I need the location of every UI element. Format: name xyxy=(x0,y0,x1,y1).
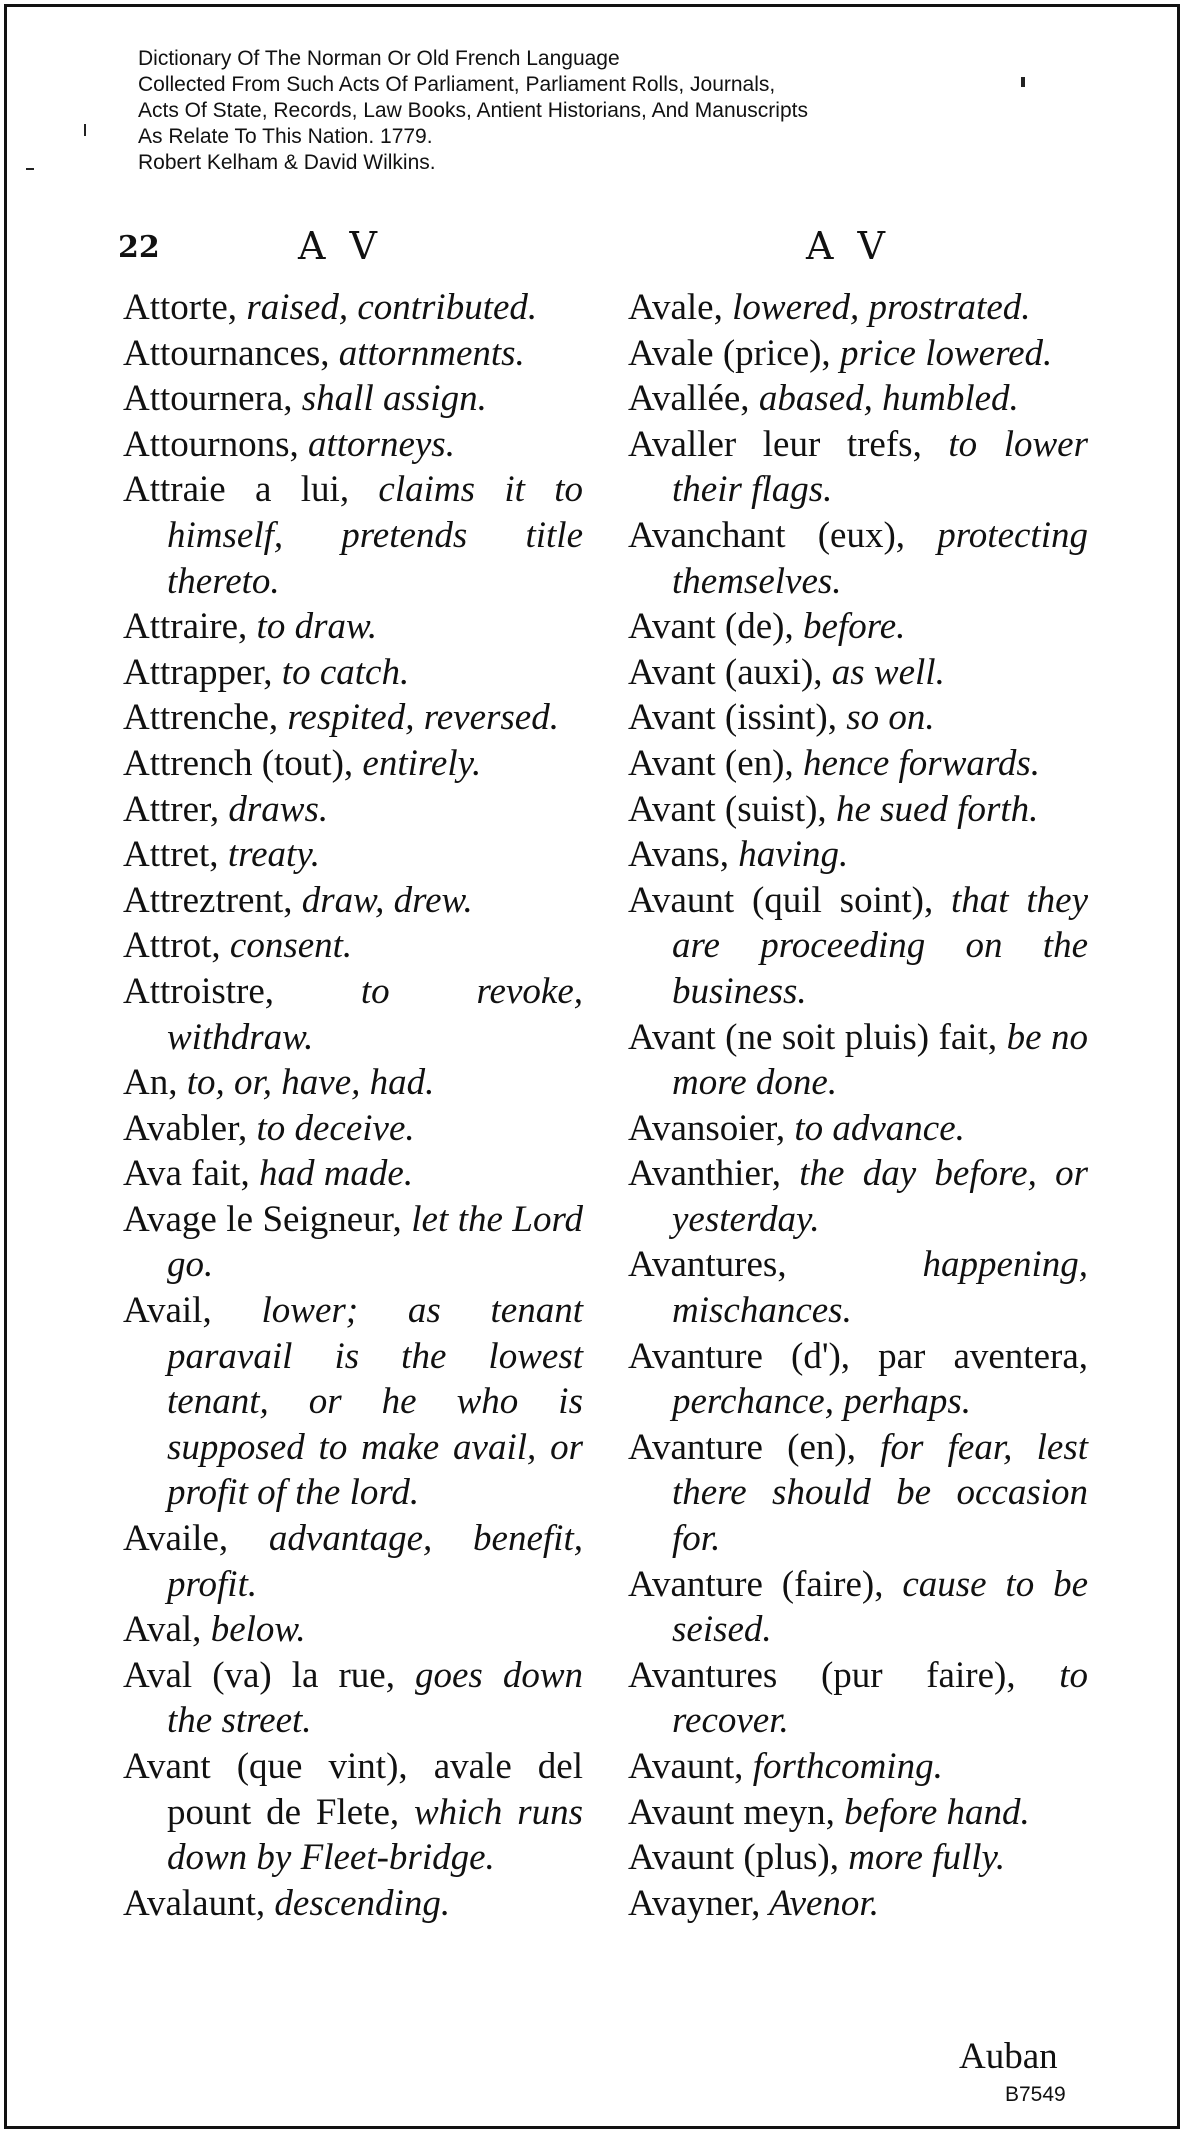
entry-definition: attorneys. xyxy=(298,423,455,465)
dictionary-entry xyxy=(628,331,1088,377)
header-authors: Robert Kelham & David Wilkins. xyxy=(138,151,436,174)
entry-headword: An, xyxy=(123,1062,178,1104)
entry-headword: Attrenche, xyxy=(123,697,279,739)
dictionary-entry xyxy=(123,787,583,833)
dictionary-entry xyxy=(628,1106,1088,1152)
entry-headword: Avansoier, xyxy=(628,1107,786,1149)
entry-headword: Attournera, xyxy=(123,378,293,420)
entry-definition: cause to be seised. xyxy=(672,1563,1088,1651)
dictionary-entry xyxy=(628,878,1088,1015)
entry-definition: descending. xyxy=(265,1882,451,1924)
entry-definition: to revoke, withdraw. xyxy=(167,970,583,1058)
page-number: 22 xyxy=(118,230,160,265)
entry-headword: Avayner, xyxy=(628,1882,761,1924)
dictionary-entry xyxy=(628,695,1088,741)
dictionary-entry xyxy=(123,1881,583,1927)
entry-definition: consent. xyxy=(220,925,353,967)
entry-definition: treaty. xyxy=(218,834,320,876)
dictionary-entry xyxy=(628,1425,1088,1562)
entry-headword: Attournances, xyxy=(123,332,330,374)
entry-definition: the day before, or yesterday. xyxy=(672,1153,1088,1240)
entry-definition: so on. xyxy=(836,697,935,739)
dictionary-entry xyxy=(123,832,583,878)
dictionary-entry xyxy=(628,1015,1088,1106)
entry-headword: Attorte, xyxy=(123,287,238,328)
entry-headword: Availe, xyxy=(123,1518,229,1560)
entry-headword: Avant (issint), xyxy=(628,697,837,739)
dictionary-entry xyxy=(123,1653,583,1744)
ink-speck xyxy=(1021,77,1025,87)
entry-definition: for fear, lest there should be occasion for. xyxy=(672,1426,1088,1560)
entry-headword: Attraie a lui, xyxy=(123,469,350,511)
entry-definition: before hand. xyxy=(834,1791,1030,1833)
dictionary-entry xyxy=(123,331,583,377)
dictionary-entry xyxy=(123,285,583,331)
entry-definition: hence forwards. xyxy=(793,742,1041,784)
header-subtitle-2: Acts Of State, Records, Law Books, Antient Historians, And Manuscripts xyxy=(138,99,808,122)
entry-definition: that they are proceeding on the business. xyxy=(672,879,1088,1012)
entry-definition: be no more done. xyxy=(672,1016,1088,1104)
entry-headword: Avant (suist), xyxy=(628,788,827,830)
dictionary-entry xyxy=(123,695,583,741)
entry-headword: Avant (en), xyxy=(628,742,794,784)
entry-definition: draws. xyxy=(219,788,329,830)
entry-headword: Avaunt (quil soint), xyxy=(628,879,934,921)
entry-headword: Avalaunt, xyxy=(123,1882,266,1924)
entry-definition: having. xyxy=(729,834,849,876)
entry-headword: Avaller leur trefs, xyxy=(628,423,922,465)
entry-headword: Aval, xyxy=(123,1609,202,1651)
dictionary-entry xyxy=(628,787,1088,833)
entry-definition: to draw. xyxy=(247,606,378,648)
entry-definition: to recover. xyxy=(672,1654,1088,1742)
dictionary-entry xyxy=(123,878,583,924)
entry-headword: Avant (de), xyxy=(628,606,794,648)
entry-headword: Attret, xyxy=(123,834,219,876)
dictionary-entry xyxy=(628,285,1088,331)
entry-definition: below. xyxy=(201,1609,306,1651)
dictionary-entry xyxy=(123,1151,583,1197)
dictionary-entry xyxy=(628,1744,1088,1790)
entry-definition: which runs down by Fleet-bridge. xyxy=(167,1791,583,1879)
entry-headword: Avallée, xyxy=(628,378,750,420)
entry-definition: to, or, have, had. xyxy=(177,1062,435,1104)
dictionary-entry xyxy=(123,422,583,468)
entry-headword: Avantures (pur faire), xyxy=(628,1654,1016,1696)
entry-definition: advantage, benefit, profit. xyxy=(167,1518,583,1605)
entry-definition: attornments. xyxy=(329,332,525,374)
left-column xyxy=(123,285,583,1926)
entry-headword: Avanture (faire), xyxy=(628,1563,884,1605)
dictionary-entry xyxy=(628,1790,1088,1836)
entry-definition: to catch. xyxy=(272,651,410,693)
entry-definition: abased, humbled. xyxy=(749,378,1019,420)
dictionary-entry xyxy=(628,1151,1088,1242)
header-subtitle-3: As Relate To This Nation. 1779. xyxy=(138,125,433,148)
dictionary-entry xyxy=(628,1653,1088,1744)
ink-speck xyxy=(26,168,34,170)
catchword: Auban xyxy=(959,2036,1058,2077)
entry-headword: Attrer, xyxy=(123,788,220,830)
entry-definition: claims it to himself, pretends title thereto. xyxy=(167,469,583,602)
ink-speck xyxy=(84,124,86,136)
entry-definition: lowered, prostrated. xyxy=(722,287,1031,328)
entry-headword: Attrench (tout), xyxy=(123,742,354,784)
dictionary-entry xyxy=(123,467,583,604)
dictionary-entry xyxy=(123,923,583,969)
dictionary-entry xyxy=(628,604,1088,650)
entry-headword: Avanture (d'), par aventera, xyxy=(628,1335,1088,1377)
entry-headword: Attroistre, xyxy=(123,970,275,1012)
entry-headword: Avant (ne soit pluis) fait, xyxy=(628,1016,998,1058)
entry-definition: goes down the street. xyxy=(167,1654,584,1742)
entry-definition: lower; as tenant paravail is the lowest tenant, or he who is supposed to make avail, or profit of the lord. xyxy=(167,1290,583,1514)
entry-headword: Attournons, xyxy=(123,423,299,465)
entry-headword: Avant (auxi), xyxy=(628,651,823,693)
running-head-right: A V xyxy=(806,224,891,268)
entry-definition: entirely. xyxy=(353,742,482,784)
entry-headword: Avage le Seigneur, xyxy=(123,1198,402,1240)
entry-headword: Avale, xyxy=(628,287,723,328)
document-code: B7549 xyxy=(1005,2083,1066,2106)
dictionary-entry xyxy=(628,741,1088,787)
right-column xyxy=(628,285,1088,1926)
dictionary-entry xyxy=(123,1060,583,1106)
entry-definition: let the Lord go. xyxy=(167,1198,583,1286)
dictionary-entry xyxy=(628,832,1088,878)
document-header xyxy=(138,46,1038,176)
entry-definition: price lowered. xyxy=(830,332,1053,374)
page-heading xyxy=(0,224,1190,274)
dictionary-entry xyxy=(628,1881,1088,1927)
entry-definition: Avenor. xyxy=(760,1882,879,1924)
entry-definition: to lower their flags. xyxy=(672,423,1088,511)
dictionary-entry xyxy=(123,741,583,787)
entry-definition: to deceive. xyxy=(247,1107,415,1149)
dictionary-entry xyxy=(628,1334,1088,1425)
entry-headword: Attrot, xyxy=(123,925,221,967)
entry-headword: Avaunt meyn, xyxy=(628,1791,835,1833)
entry-headword: Ava fait, xyxy=(123,1153,250,1195)
entry-headword: Avale (price), xyxy=(628,332,831,374)
entry-headword: Attrapper, xyxy=(123,651,273,693)
entry-headword: Avaunt (plus), xyxy=(628,1837,839,1879)
entry-definition: before. xyxy=(793,606,906,648)
entry-headword: Avabler, xyxy=(123,1107,248,1149)
dictionary-entry xyxy=(123,1106,583,1152)
entry-headword: Avail, xyxy=(123,1290,212,1332)
entry-headword: Avant (que vint), avale del pount de Flete, xyxy=(123,1746,583,1833)
dictionary-entry xyxy=(123,1516,583,1607)
dictionary-entry xyxy=(628,1562,1088,1653)
dictionary-entry xyxy=(628,1835,1088,1881)
entry-definition: raised, contributed. xyxy=(237,287,538,328)
running-head-left: A V xyxy=(298,224,383,268)
entry-headword: Avanture (en), xyxy=(628,1426,856,1468)
entry-definition: forthcoming. xyxy=(743,1746,943,1787)
entry-headword: Avantures, xyxy=(628,1244,787,1286)
entry-definition: more fully. xyxy=(839,1837,1006,1879)
dictionary-entry xyxy=(123,376,583,422)
entry-definition: happening, mischances. xyxy=(672,1244,1088,1332)
dictionary-entry xyxy=(123,650,583,696)
entry-definition: shall assign. xyxy=(292,378,487,420)
entry-definition: as well. xyxy=(822,651,945,693)
entry-definition: perchance, perhaps. xyxy=(672,1381,972,1423)
dictionary-entry xyxy=(123,1607,583,1653)
header-title: Dictionary Of The Norman Or Old French Language xyxy=(138,47,620,70)
entry-headword: Avanchant (eux), xyxy=(628,514,906,556)
dictionary-entry xyxy=(123,1744,583,1881)
entry-headword: Attreztrent, xyxy=(123,879,293,921)
dictionary-entry xyxy=(628,513,1088,604)
entry-definition: had made. xyxy=(249,1153,414,1195)
entry-headword: Avanthier, xyxy=(628,1153,781,1195)
entry-headword: Avans, xyxy=(628,834,730,876)
dictionary-entry xyxy=(628,422,1088,513)
dictionary-entry xyxy=(628,376,1088,422)
dictionary-entry xyxy=(123,1197,583,1288)
header-subtitle-1: Collected From Such Acts Of Parliament, Parliament Rolls, Journals, xyxy=(138,73,776,96)
entry-definition: to advance. xyxy=(785,1107,965,1149)
dictionary-entry xyxy=(123,1288,583,1516)
dictionary-entry xyxy=(123,969,583,1060)
dictionary-entry xyxy=(123,604,583,650)
entry-headword: Aval (va) la rue, xyxy=(123,1654,395,1696)
entry-definition: respited, reversed. xyxy=(278,697,559,739)
entry-headword: Attraire, xyxy=(123,606,248,648)
entry-definition: draw, drew. xyxy=(292,879,473,921)
entry-headword: Avaunt, xyxy=(628,1746,744,1787)
entry-definition: protecting themselves. xyxy=(672,514,1088,602)
dictionary-entry xyxy=(628,1242,1088,1333)
entry-definition: he sued forth. xyxy=(826,788,1039,830)
dictionary-entry xyxy=(628,650,1088,696)
